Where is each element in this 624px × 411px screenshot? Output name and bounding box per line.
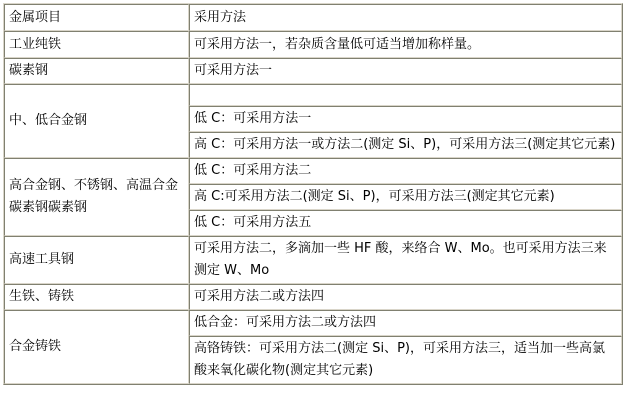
- metal-cell: 碳素钢: [4, 58, 189, 84]
- table-row: [4, 31, 622, 58]
- metal-methods-table: [3, 3, 623, 385]
- method-cell: 高 C:可采用方法二(测定 Si、P)，可采用方法三(测定其它元素): [189, 184, 622, 210]
- metal-cell: 中、低合金钢: [4, 84, 189, 158]
- table-row: [4, 158, 622, 184]
- method-cell: 可采用方法二，多滴加一些 HF 酸，来络合 W、Mo。也可采用方法三来测定 W、Mo: [189, 236, 622, 284]
- method-cell: 可采用方法一: [189, 58, 622, 84]
- method-cell: 低 C：可采用方法二: [189, 158, 622, 184]
- table-row: [4, 310, 622, 336]
- method-cell: 高 C：可采用方法一或方法二(测定 Si、P)，可采用方法三(测定其它元素): [189, 132, 622, 158]
- method-cell: 可采用方法一，若杂质含量低可适当增加称样量。: [189, 31, 622, 58]
- method-cell: 可采用方法二或方法四: [189, 284, 622, 310]
- metal-cell: 合金铸铁: [4, 310, 189, 384]
- metal-cell: 工业纯铁: [4, 31, 189, 58]
- metal-cell: 高速工具钢: [4, 236, 189, 284]
- table-row: [4, 236, 622, 284]
- table-row: [4, 58, 622, 84]
- method-cell: 低合金：可采用方法二或方法四: [189, 310, 622, 336]
- method-cell: 高铬铸铁：可采用方法二(测定 Si、P)，可采用方法三，适当加一些高氯酸来氧化碳化物(测定其它元素): [189, 336, 622, 384]
- column-header-method: 采用方法: [189, 4, 622, 31]
- column-header-metal: 金属项目: [4, 4, 189, 31]
- metal-cell: 生铁、铸铁: [4, 284, 189, 310]
- method-cell: 低 C：可采用方法一: [189, 106, 622, 132]
- table-header-row: [4, 4, 622, 31]
- method-cell: 低 C：可采用方法五: [189, 210, 622, 236]
- table-row: [4, 84, 622, 106]
- metal-cell: 高合金钢、不锈钢、高温合金碳素钢碳素钢: [4, 158, 189, 236]
- method-cell-empty: [189, 84, 622, 106]
- table-row: [4, 284, 622, 310]
